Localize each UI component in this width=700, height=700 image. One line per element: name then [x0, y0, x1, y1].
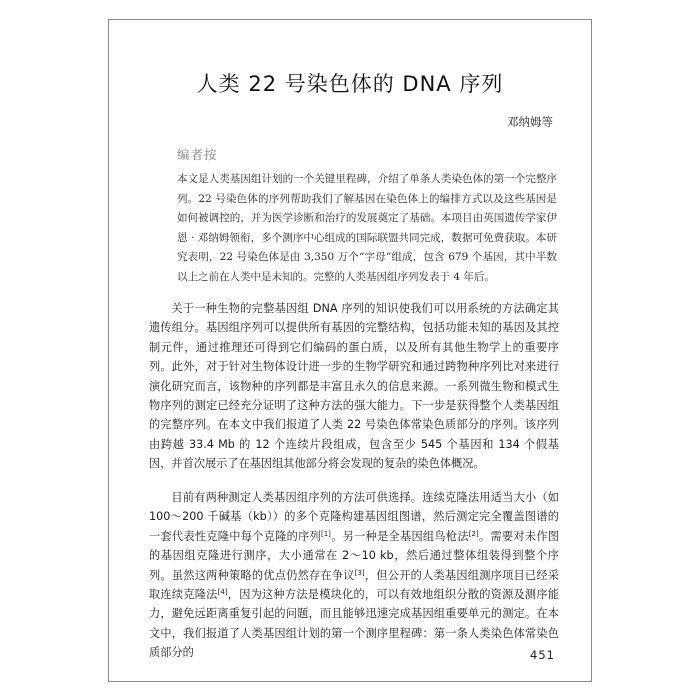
- paragraph-2-text: 。另一种是全基因组鸟枪法: [330, 529, 469, 543]
- paragraph-2-text: 。需要对未作图的基因组克隆进行测序，大小通常在 2～10 kb，然后通过整体组装得到整个序列。虽然这两种策略的优点仍然存在争议: [149, 529, 559, 582]
- article-author: 邓纳姆等: [507, 115, 553, 129]
- book-page: [108, 19, 592, 682]
- article-title: 人类 22 号染色体的 DNA 序列: [196, 72, 504, 96]
- paragraph-2-text: ，但公开的人类基因组测序项目已经采取连续克隆法: [149, 568, 559, 602]
- editor-note-heading: 编者按: [177, 147, 218, 162]
- editor-note-body: 本文是人类基因组计划的一个关键里程碑，介绍了单条人类染色体的第一个完整序列。22 号染色体的序列帮助我们了解基因在染色体上的编排方式以及这些基因是如何被调控的，并为医学诊断和治疗的发展奠定了基础。本项目由英国遗传学家伊恩 · 邓纳姆领衔，多个测序中心组成的国际联盟共同完成，数据可免费获取。本研究表明，22 号染色体是由 3,350 万个“字母”组成，包含 679 个基因，其中半数以上之前在人类中是未知的。完整的人类基因组序列发表于 4 年后。: [177, 173, 557, 283]
- citation-2: [2]: [468, 529, 479, 538]
- body-paragraph-2: [149, 488, 559, 663]
- paragraph-2-text: ，因为这种方法是模块化的，可以有效地组织分散的资源及测序能力，避免远距离重复引起的问题，而且能够迅速完成基因组重要单元的测定。在本文中，我们报道了人类基因组计划的第一个测序里程碑：第一条人类染色体常染色质部分的: [149, 588, 559, 660]
- paragraph-2-text: 目前有两种测定人类基因组序列的方法可供选择。连续克隆法用适当大小（如 100～200 千碱基（kb））的多个克隆构建基因组图谱，然后测定完全覆盖图谱的一套代表性克隆中每个克隆的序列: [149, 491, 559, 543]
- citation-4: [4]: [217, 588, 228, 597]
- page-number: 451: [530, 648, 555, 662]
- citation-1: [1]: [321, 529, 331, 538]
- citation-3: [3]: [354, 568, 365, 577]
- body-paragraph-1: 关于一种生物的完整基因组 DNA 序列的知识使我们可以用系统的方法确定其遗传组分。基因组序列可以提供所有基因的完整结构，包括功能未知的基因及其控制元件，通过推理还可得到它们编码的蛋白质，以及所有其他生物学上的重要序列。此外，对于针对生物体设计进一步的生物学研究和通过跨物种序列比对来进行演化研究而言，该物种的序列都是丰富且永久的信息来源。一系列微生物和模式生物序列的测定已经充分证明了这种方法的强大能力。下一步是获得整个人类基因组的完整序列。在本文中我们报道了人类 22 号染色体常染色质部分的序列。该序列由跨越 33.4 Mb 的 12 个连续片段组成，包含至少 545 个基因和 134 个假基因，并首次展示了在基因组其他部分将会发现的复杂的染色体概况。: [149, 302, 559, 471]
